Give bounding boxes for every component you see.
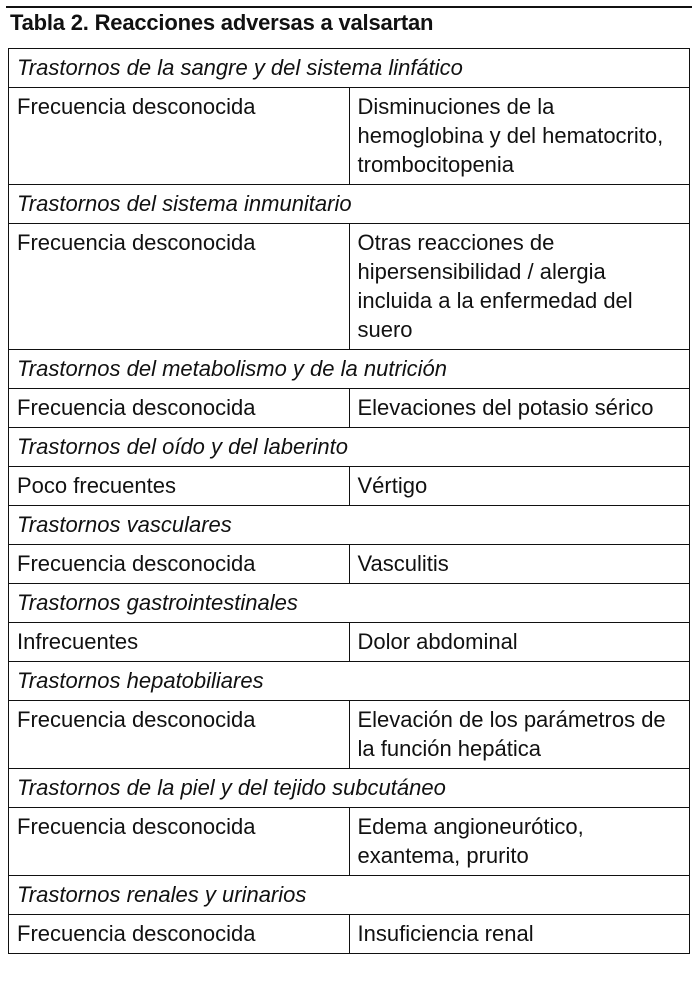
reaction-cell: Disminuciones de la hemoglobina y del hematocrito, trombocitopenia [349,88,690,185]
section-heading-row [9,769,690,808]
table-row [9,545,690,584]
frequency-cell: Frecuencia desconocida [9,915,350,954]
section-heading: Trastornos del metabolismo y de la nutrición [9,350,690,389]
frequency-cell: Frecuencia desconocida [9,701,350,769]
reaction-cell: Dolor abdominal [349,623,690,662]
reaction-cell: Vasculitis [349,545,690,584]
table-row [9,808,690,876]
frequency-cell: Frecuencia desconocida [9,88,350,185]
frequency-cell: Frecuencia desconocida [9,808,350,876]
reaction-cell: Elevación de los parámetros de la función hepática [349,701,690,769]
reaction-cell: Otras reacciones de hipersensibilidad / alergia incluida a la enfermedad del suero [349,224,690,350]
table-row [9,88,690,185]
reaction-cell: Edema angioneurótico, exantema, prurito [349,808,690,876]
section-heading-row [9,506,690,545]
table-row [9,467,690,506]
section-heading: Trastornos del sistema inmunitario [9,185,690,224]
table-row [9,915,690,954]
frequency-cell: Frecuencia desconocida [9,224,350,350]
section-heading-row [9,662,690,701]
section-heading-row [9,876,690,915]
title-top-rule [6,6,692,8]
section-heading: Trastornos gastrointestinales [9,584,690,623]
section-heading-row [9,428,690,467]
section-heading: Trastornos de la piel y del tejido subcutáneo [9,769,690,808]
section-heading: Trastornos hepatobiliares [9,662,690,701]
table-row [9,389,690,428]
section-heading: Trastornos renales y urinarios [9,876,690,915]
table-row [9,623,690,662]
reaction-cell: Insuficiencia renal [349,915,690,954]
reaction-cell: Elevaciones del potasio sérico [349,389,690,428]
section-heading-row [9,49,690,88]
adverse-reactions-table [8,48,690,954]
section-heading-row [9,584,690,623]
section-heading: Trastornos vasculares [9,506,690,545]
section-heading: Trastornos de la sangre y del sistema linfático [9,49,690,88]
table-title: Tabla 2. Reacciones adversas a valsartan [10,10,434,35]
frequency-cell: Frecuencia desconocida [9,389,350,428]
frequency-cell: Infrecuentes [9,623,350,662]
frequency-cell: Frecuencia desconocida [9,545,350,584]
reaction-cell: Vértigo [349,467,690,506]
frequency-cell: Poco frecuentes [9,467,350,506]
section-heading-row [9,350,690,389]
section-heading-row [9,185,690,224]
table-row [9,701,690,769]
table-body [9,49,690,954]
section-heading: Trastornos del oído y del laberinto [9,428,690,467]
table-row [9,224,690,350]
